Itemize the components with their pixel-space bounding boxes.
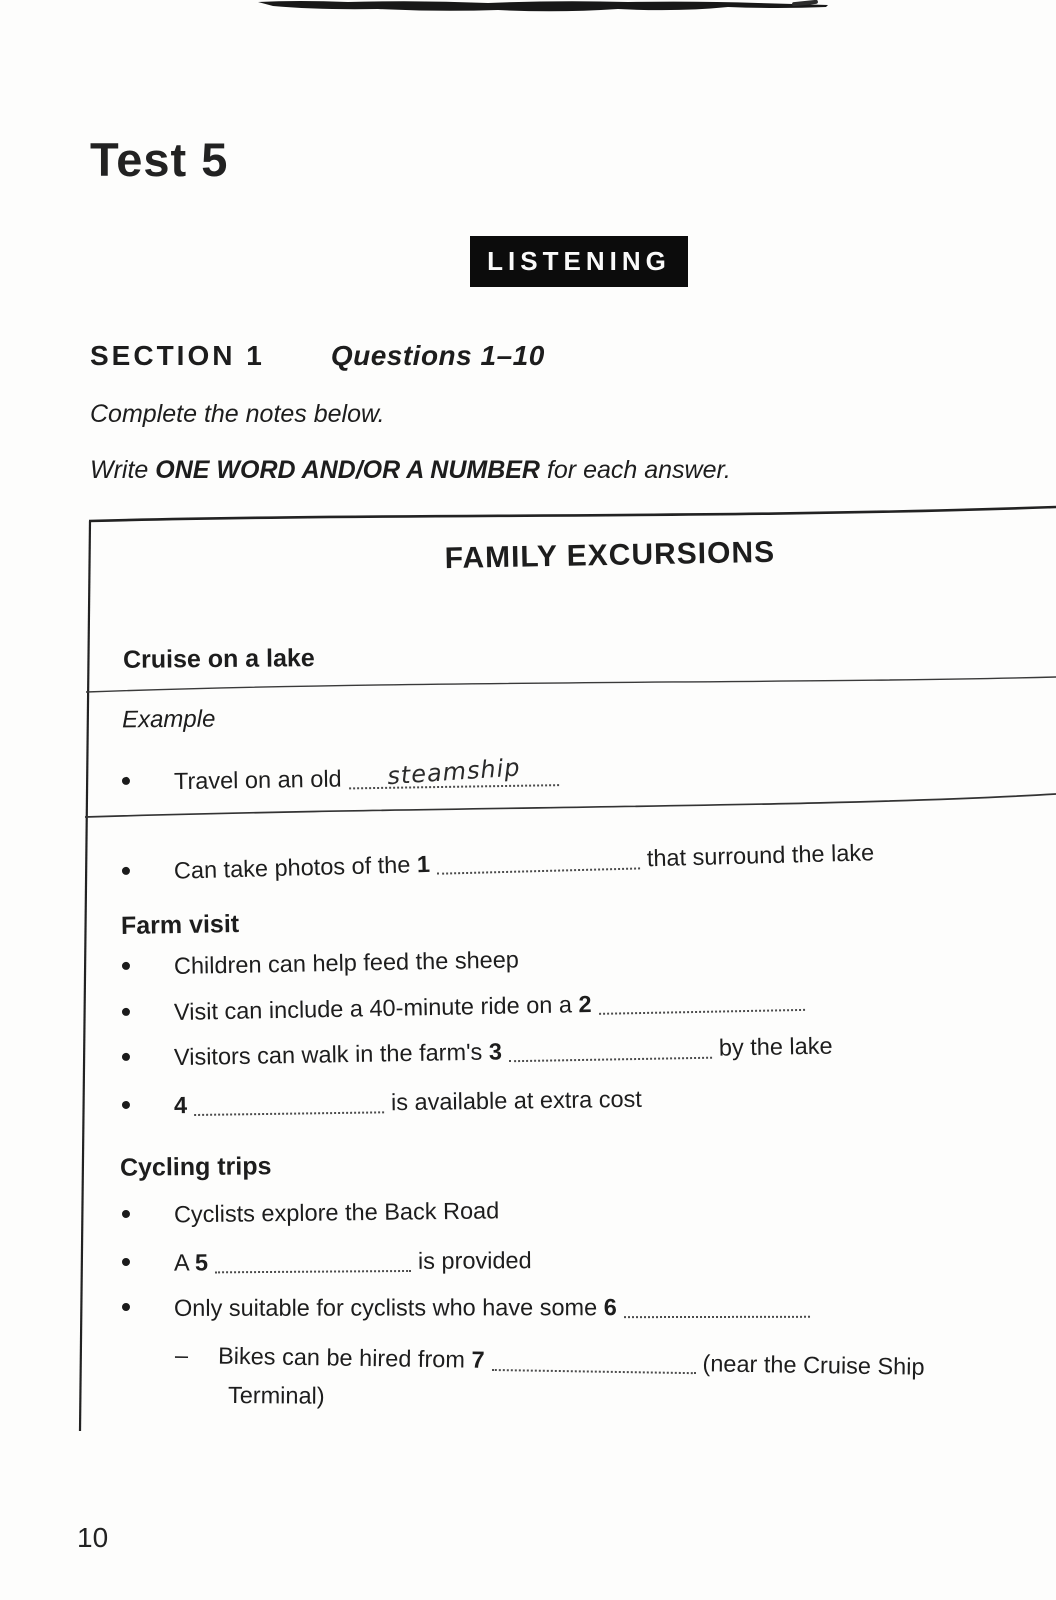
- cycling-heading: Cycling trips: [119, 1152, 272, 1182]
- q6-text-before: Only suitable for cyclists who have some: [173, 1294, 598, 1321]
- bullet-marker: [122, 1303, 130, 1311]
- question-7-continuation: Terminal): [227, 1382, 325, 1409]
- example-label: Example: [121, 705, 216, 734]
- question-6-row: [122, 1293, 817, 1324]
- q7-text-before: Bikes can be hired from: [217, 1342, 466, 1373]
- cycling-point-text: Cyclists explore the Back Road: [173, 1197, 500, 1228]
- question-1-row: [122, 838, 875, 887]
- listening-banner: LISTENING: [470, 236, 688, 287]
- q1-text-before: Can take photos of the: [173, 851, 411, 884]
- test-title: Test 5: [90, 133, 229, 186]
- question-5-row: [122, 1246, 532, 1278]
- question-3-row: [122, 1032, 833, 1074]
- notes-box-separator-2: [85, 794, 1056, 817]
- q5-text-after: is provided: [417, 1247, 532, 1274]
- notes-box-separator-1: [86, 677, 1056, 692]
- example-text: Travel on an old: [173, 765, 342, 795]
- answer-blank-5: [215, 1256, 411, 1273]
- question-2-row: [122, 986, 812, 1029]
- bullet-marker: [122, 1101, 130, 1109]
- notes-box-title: FAMILY EXCURSIONS: [444, 535, 776, 576]
- scan-artifact-shape: [258, 0, 828, 14]
- answer-blank-example: [349, 753, 559, 791]
- answer-blank-7: [491, 1355, 695, 1374]
- bullet-marker: [122, 1053, 130, 1061]
- farm-point-text: Children can help feed the sheep: [173, 946, 520, 979]
- answer-blank-1: [437, 853, 640, 874]
- example-row: [122, 753, 566, 797]
- q3-number: 3: [488, 1038, 503, 1065]
- question-7-row: [175, 1341, 925, 1382]
- page-number: 10: [77, 1522, 109, 1553]
- notes-box-top-border: [89, 507, 1056, 521]
- example-answer-handwritten: steamship: [386, 753, 522, 791]
- bullet-marker: [122, 962, 130, 970]
- bullet-marker: [122, 1258, 130, 1266]
- instruction-tail: for each answer.: [546, 456, 731, 484]
- notes-box-left-border: [80, 521, 90, 1431]
- q4-number: 4: [173, 1092, 188, 1119]
- sub-item-dash: –: [174, 1342, 189, 1369]
- bullet-marker: [122, 867, 130, 875]
- q5-text-before: A: [173, 1249, 189, 1276]
- q2-text-before: Visit can include a 40-minute ride on a: [173, 991, 573, 1025]
- q7-number: 7: [471, 1346, 485, 1373]
- bullet-marker: [122, 777, 130, 785]
- q5-number: 5: [194, 1249, 209, 1276]
- bullet-marker: [122, 1210, 130, 1218]
- questions-range: Questions 1–10: [330, 340, 545, 371]
- q3-text-before: Visitors can walk in the farm's: [173, 1038, 483, 1071]
- answer-blank-4: [194, 1097, 384, 1116]
- answer-blank-2: [598, 995, 804, 1015]
- instruction-write-one-word: [90, 456, 731, 485]
- q6-number: 6: [603, 1294, 617, 1321]
- instruction-complete-notes: Complete the notes below.: [90, 400, 385, 428]
- answer-blank-6: [624, 1302, 810, 1318]
- q2-number: 2: [578, 990, 592, 1018]
- q1-text-after: that surround the lake: [646, 839, 875, 872]
- instruction-lead: Write: [90, 456, 149, 484]
- instruction-emphasis: ONE WORD AND/OR A NUMBER: [155, 456, 540, 484]
- question-4-row: [122, 1085, 642, 1122]
- section-heading-row: [90, 340, 545, 372]
- q3-text-after: by the lake: [718, 1032, 833, 1061]
- cruise-heading: Cruise on a lake: [122, 644, 315, 674]
- cycling-point-row: [122, 1196, 500, 1230]
- q1-number: 1: [416, 850, 431, 878]
- q7-text-after: (near the Cruise Ship: [702, 1350, 925, 1380]
- section-label: SECTION 1: [90, 340, 265, 371]
- scan-artifact-band: [258, 0, 828, 19]
- bullet-marker: [122, 1008, 130, 1016]
- answer-blank-3: [509, 1043, 712, 1063]
- farm-heading: Farm visit: [120, 909, 240, 941]
- q4-text-after: is available at extra cost: [390, 1085, 642, 1116]
- farm-point-row: [122, 945, 519, 982]
